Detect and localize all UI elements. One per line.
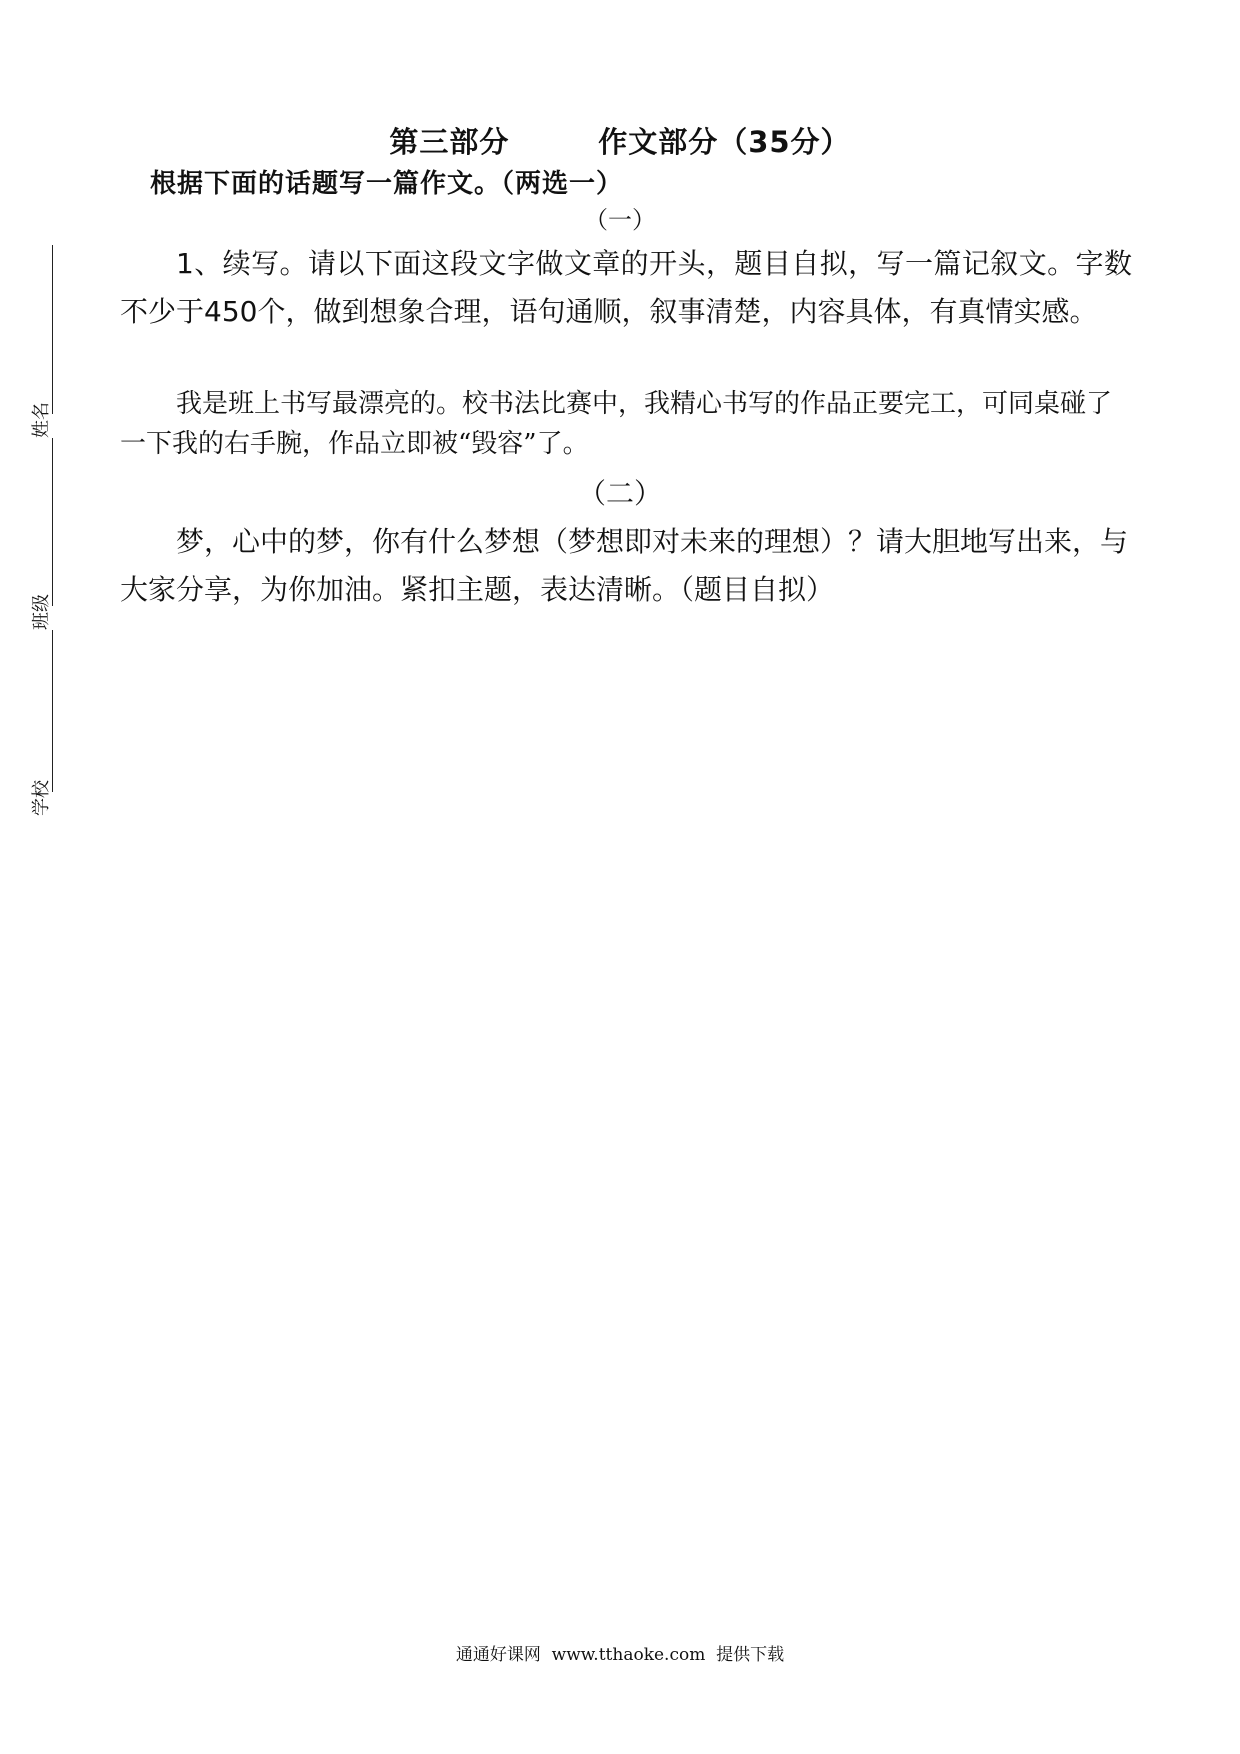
option-one-heading: （一） xyxy=(584,206,656,234)
option-two-prompt: 梦，心中的梦，你有什么梦想（梦想即对未来的理想）？请大胆地写出来，与大家分享，为你加油。紧扣主题，表达清晰。（题目自拟） xyxy=(120,525,1129,606)
school-label: 学校 xyxy=(31,780,52,816)
option-one-passage: 我是班上书写最漂亮的。校书法比赛中，我精心书写的作品正要完工，可同桌碰了一下我的右手腕，作品立即被“毁容”了。 xyxy=(120,389,1113,459)
option-one-prompt: 1、续写。请以下面这段文字做文章的开头，题目自拟，写一篇记叙文。字数不少于450个，做到想象合理，语句通顺，叙事清楚，内容具体，有真情实感。 xyxy=(120,247,1132,328)
footer-credit: 通通好课网 www.tthaoke.com 提供下载 xyxy=(455,1645,785,1665)
section-instruction: 根据下面的话题写一篇作文。（两选一） xyxy=(150,169,624,199)
class-label: 班级 xyxy=(31,594,52,630)
binding-line xyxy=(52,245,53,805)
name-label: 姓名 xyxy=(31,402,52,438)
option-two-heading: （二） xyxy=(577,477,662,510)
section-title: 第三部分 作文部分（35分） xyxy=(389,125,851,159)
